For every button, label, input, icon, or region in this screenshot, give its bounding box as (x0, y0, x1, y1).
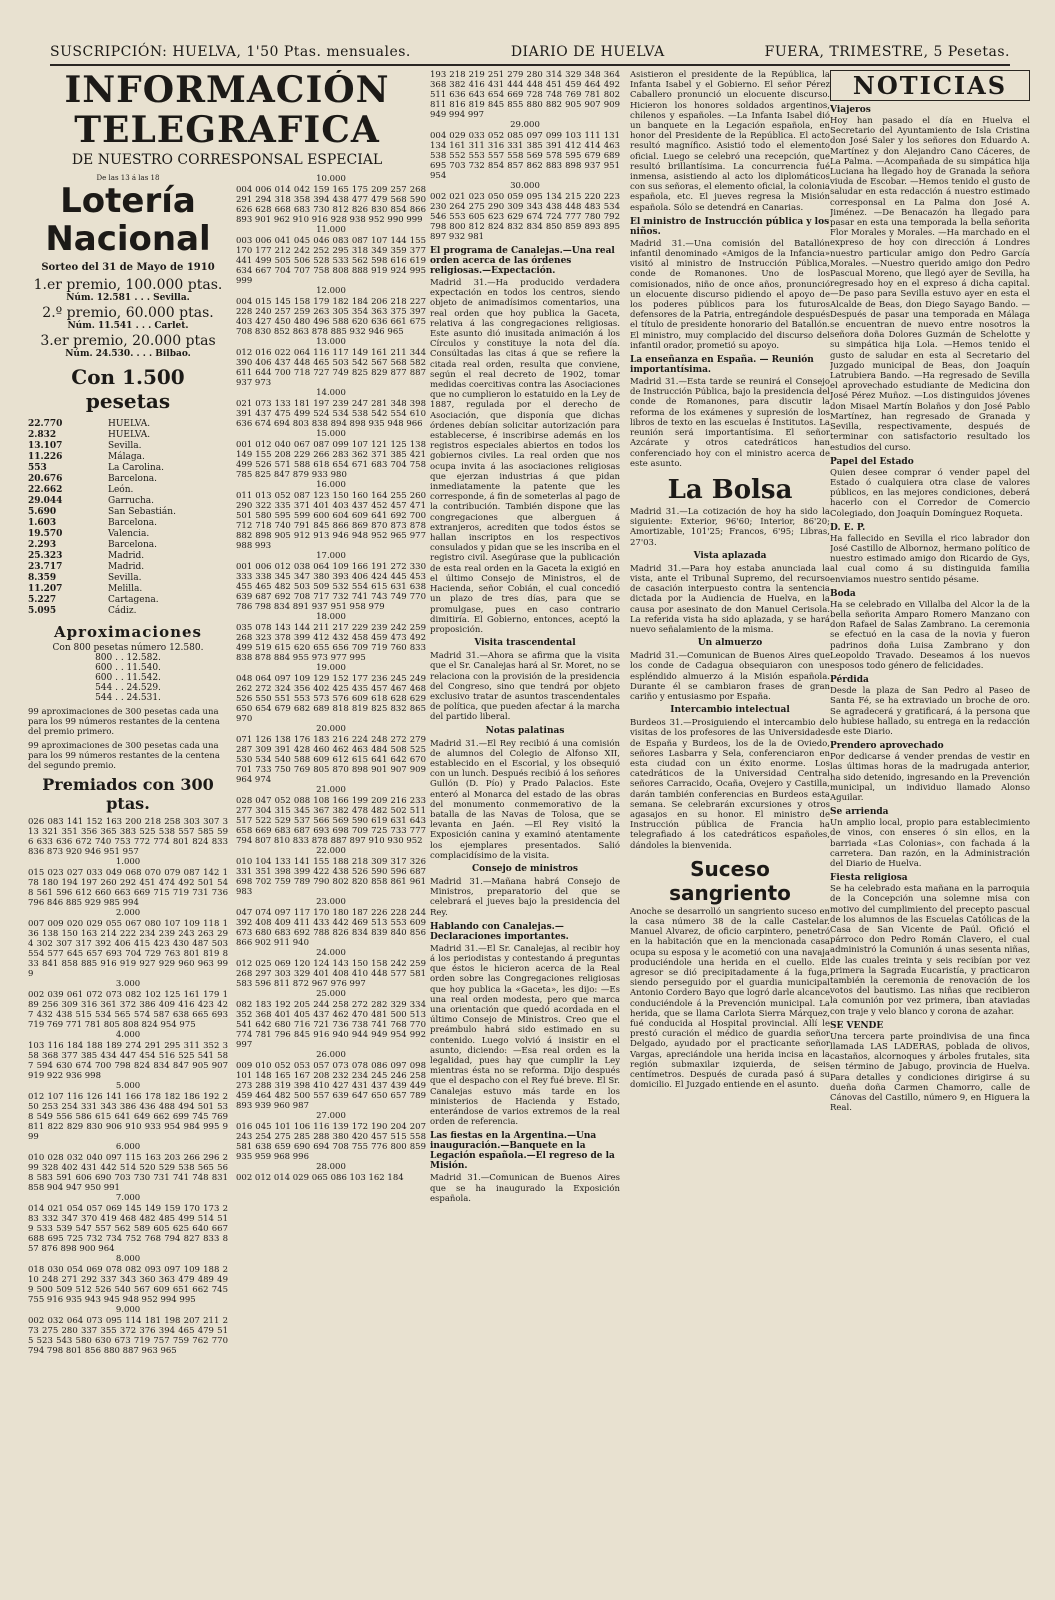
article-body: Madrid 31.—Para hoy estaba anunciada la vista, ante el Tribunal Supremo, del recurso de casación interpuesto contra la sentencia dictada por la Audiencia de Huelva, en la causa por asesinato de don Manuel Cerisola. La referida vista ha sido aplazada, y se hará nuevo señalamiento de la misma. (630, 563, 830, 635)
prize-number: 5.227 (28, 595, 57, 605)
prize-label: 1.er premio, 100.000 ptas. (33, 277, 223, 293)
prize-row (28, 496, 228, 507)
prize-number: 20.676 (28, 474, 63, 484)
article-body: Madrid 31.—Esta tarde se reunirá el Consejo de Instrucción Pública, bajo la presidencia del conde de Romanones, para discutir la reforma de los exámenes y supresión de los libros de texto en las escuelas é Institutos. La reunión será importantísima. El señor Azcárate y otros catedráticos han conferenciado hoy con el ministro acerca de este asunto. (630, 377, 830, 469)
thousand-header: 20.000 (316, 724, 346, 734)
number-block: 048 064 097 109 129 152 177 236 245 249 262 272 324 356 402 425 435 457 467 468 526 550 551 553 573 576 609 618 628 629 650 654 679 682 689 818 819 825 832 865 970 (236, 674, 426, 724)
prize-number: 22.662 (28, 485, 63, 495)
thousand-header: 14.000 (316, 388, 346, 398)
prize-city: Garrucha. (108, 496, 155, 506)
number-block: 082 183 192 205 244 258 272 282 329 334 352 368 401 405 437 462 470 481 500 513 541 642 680 716 721 736 738 741 768 770 774 781 796 845 916 940 944 949 954 992 997 (236, 1000, 426, 1050)
prize-city: Sevilla. (108, 441, 142, 451)
article-body: Asistieron el presidente de la República, la Infanta Isabel y el Gobierno. El señor Pérez Caballero pronunció un elocuente discurso. Hicieron los honores soldados argentinos, chilenos y españoles. —La Infanta Isabel dió un banquete en la Legación española, en honor del Presidente de la República. El acto resultó magnífico. Asistió todo el elemento oficial. Luego se celebró una recepción, que resultó brillantísima. La concurrencia fué inmensa, asistiendo al acto los diplomáticos con sus señoras, el elemento oficial, la colonia española, etc. El jueves regresa la Misión española. Sólo se detendrá en Canarias. (630, 70, 830, 213)
approximations-title: Aproximaciones (54, 623, 202, 641)
number-block: 103 116 184 188 189 274 291 295 311 352 358 368 377 385 434 447 454 516 525 541 587 594 630 674 700 798 824 834 847 905 907 919 922 936 998 (28, 1041, 228, 1081)
news-heading: Pérdida (830, 675, 869, 686)
prize-row (28, 584, 228, 595)
prize-city: San Sebastián. (108, 507, 176, 517)
number-block: 012 107 116 126 141 166 178 182 186 192 250 253 254 331 343 386 436 488 494 501 538 549 556 586 615 641 649 662 699 745 769 811 822 829 830 906 910 933 954 984 995 999 (28, 1092, 228, 1142)
number-block: 018 030 054 069 078 082 093 097 109 188 210 248 271 292 337 343 360 363 479 489 499 500 509 512 526 540 567 609 651 662 745 755 916 935 943 945 948 952 994 995 (28, 1265, 228, 1305)
thousand-header: 3.000 (115, 979, 141, 989)
approx-note-2: 99 aproximaciones de 300 pesetas cada una para los 99 números restantes de la centena del segundo premio. (28, 741, 220, 771)
approximations-head: Con 800 pesetas número 12.580. (52, 643, 204, 653)
prize-row (28, 606, 228, 617)
news-body: Por dedicarse á vender prendas de vestir en las últimas horas de la madrugada anterior, ha sido detenido, ingresando en la Prevención municipal, un individuo llamado Alonso Aguilar. (830, 752, 1030, 803)
number-block: 047 074 097 117 170 180 187 226 228 244 392 408 409 411 433 442 469 513 553 609 673 680 683 692 788 826 834 839 840 856 866 902 911 940 (236, 908, 426, 948)
prize-city: Barcelona. (108, 474, 157, 484)
news-heading: Se arrienda (830, 807, 889, 818)
prize-number: 23.717 (28, 562, 63, 572)
stock-exchange-title: La Bolsa (667, 474, 793, 505)
prize-list (28, 277, 228, 359)
number-block: 009 010 052 053 057 073 078 086 097 098 101 148 165 167 208 232 234 245 246 258 273 288 319 398 410 427 431 437 439 449 459 464 482 500 557 639 647 650 657 789 893 939 960 987 (236, 1061, 426, 1111)
news-body: Una tercera parte proindivisa de una finca llamada LAS LADERAS, poblada de olivos, castaños, alcornoques y árboles frutales, sita en término de Jabugo, provincia de Huelva. Para detalles y condiciones dirigirse á su dueña doña Carmen Chamorro, calle de Cánovas del Castillo, número 9, en Higuera la Real. (830, 1031, 1030, 1114)
draw-date: Sorteo del 31 de Mayo de 1910 (41, 262, 215, 273)
prize-number: 25.323 (28, 551, 63, 561)
number-block: 016 045 101 106 116 139 172 190 204 207 243 254 275 285 288 380 420 457 515 558 581 638 659 690 694 708 755 776 800 859 935 959 968 996 (236, 1122, 426, 1162)
thousand-header: 4.000 (115, 1030, 141, 1040)
prize-city: Cartagena. (108, 595, 159, 605)
prize-city: Barcelona. (108, 518, 157, 528)
news-body: Desde la plaza de San Pedro al Paseo de Santa Fé, se ha extraviado un broche de oro. Se agradecerá y gratificará, á la persona que lo hubiese hallado, su entrega en la redacción de este Diario. (830, 686, 1030, 737)
prize-row (28, 562, 228, 573)
number-block: 002 021 023 050 059 095 134 215 220 223 230 264 275 290 309 343 438 448 483 534 546 553 605 623 629 674 724 777 780 792 798 800 812 824 832 834 850 859 893 895 897 932 981 (430, 192, 620, 242)
number-block: 011 013 052 087 123 150 160 164 255 260 290 322 335 371 401 403 437 452 457 471 501 580 595 599 600 604 609 641 692 700 712 718 740 791 845 866 869 870 873 878 882 898 905 912 913 946 948 952 965 977 988 993 (236, 491, 426, 551)
number-block: 004 029 033 052 085 097 099 103 111 131 134 161 311 316 331 385 391 412 414 463 538 552 553 557 558 569 578 595 679 689 695 703 732 854 857 862 883 898 937 951 954 (430, 131, 620, 181)
number-blocks-continued (430, 70, 620, 242)
thousand-header: 6.000 (115, 1142, 141, 1152)
prize-number: 13.107 (28, 441, 63, 451)
news-body: Hoy han pasado el día en Huelva el Secretario del Ayuntamiento de Isla Cristina don José Saler y los señores don Eduardo A. Martínez y don Alejandro Cano Cáceres, de La Palma. —Acompañada de su simpática hija Luciana ha llegado hoy de Granada la señora viuda de Escobar. —Hemos tenido el gusto de saludar en esta redacción á nuestro estimado corresponsal en La Palma don José A. Jiménez. —De Benacazón ha llegado para pasar en esta una temporada la bella señorita Flor Morales y Morales. —Ha marchado en el expreso de hoy con dirección á Londres nuestro particular amigo don Pedro García Morales. —Nuestro querido amigo don Pedro Pascual Moreno, que llegó ayer de Sevilla, ha regresado hoy en el expreso á dicha capital. —De paso para Sevilla estuvo ayer en esta el Alcalde de Beas, don Diego Sayago Bando. —Después de pasar una temporada en Málaga se encuentran de nuevo entre nosotros la señora doña Dolores Guzmán de Schelotte y su simpática hija Lola. —Hemos tenido el gusto de saludar en esta al Secretario del Juzgado municipal de Beas, don Joaquín Latrubiera Bando. —Ha regresado de Sevilla el aprovechado estudiante de Medicina don José Pérez Muñoz. —Los distinguidos jóvenes don Misael Martín Bolaños y don José Pablo Martínez, han regresado de Granada y Sevilla, respectivamente, después de terminar con satisfactorio resultado los estudios del curso. (830, 116, 1030, 453)
prize-city: HUELVA. (108, 419, 151, 429)
prize-city: Madrid. (108, 562, 145, 572)
news-body: Se ha celebrado esta mañana en la parroquia de la Concepción una solemne misa con motivo del cumplimiento del precepto pascual de los alumnos de las Escuelas Católicas de la Casa de San Vicente de Paúl. Ofició el párroco don Pedro Román Clavero, el cual administró la Comunión á unas sesenta niñas, de las cuales treinta y seis recibían por vez primera la Sagrada Eucaristía, y practicaron también la ceremonia de renovación de los votos del bautismo. Las niñas que recibieron la comunión por vez primera, iban ataviadas con traje y velo blanco y corona de azahar. (830, 884, 1030, 1017)
hours-note: De las 13 á las 18 (96, 174, 160, 182)
telegraph-column (28, 70, 426, 1356)
news-heading: Papel del Estado (830, 456, 914, 467)
prize-city: Melilla. (108, 584, 143, 594)
prize-row (28, 441, 228, 452)
thousand-header: 5.000 (115, 1081, 141, 1091)
section-title: INFORMACIÓN TELEGRAFICA (64, 70, 390, 151)
noticias-sections (830, 105, 1030, 1113)
number-block: 071 126 138 176 183 216 224 248 272 279 287 309 391 428 460 462 463 484 508 525 530 534 540 588 609 612 615 641 642 670 701 733 750 769 805 870 898 901 907 909 964 974 (236, 735, 426, 785)
article-heading: Intercambio intelectual (670, 705, 790, 716)
prize-city: Málaga. (108, 452, 145, 462)
number-block: 193 218 219 251 279 280 314 329 348 364 368 382 416 431 444 448 451 459 464 492 511 636 643 654 669 728 748 769 781 802 811 816 819 845 855 880 882 905 907 909 949 994 997 (430, 70, 620, 120)
prize-number: 29.044 (28, 496, 63, 506)
prize-row (28, 551, 228, 562)
crime-title: Suceso sangriento (669, 856, 791, 905)
thousand-header: 11.000 (316, 225, 346, 235)
number-block: 001 006 012 038 064 109 166 191 272 330 333 338 345 347 380 393 406 424 445 453 455 465 482 503 509 532 554 615 631 638 639 687 692 708 717 732 741 743 749 770 786 798 834 891 937 951 958 979 (236, 562, 426, 612)
prize-number: Núm. 24.530. . . . Bilbao. (65, 349, 191, 359)
number-block: 002 039 061 072 073 082 102 125 161 179 189 256 309 316 361 372 386 409 416 423 427 432 438 515 534 565 574 587 638 665 693 719 769 771 781 805 808 824 954 975 (28, 990, 228, 1030)
article-body: Madrid 31.—Una comisión del Batallón infantil denominado «Amigos de la Infancia» visitó al ministro de Instrucción Pública, conde de Romanones. Uno de los comisionados, niño de once años, pronunció un elocuente discurso pidiendo el apoyo de los poderes públicos para los futuros defensores de la Patria, entregándole después el título de presidente honorario del Batallón. El ministro, muy complacido del discurso del infantil orador, prometió su apoyo. (630, 238, 830, 351)
approx-item: 600 . . 11.542. (95, 673, 161, 683)
thousand-header: 17.000 (316, 551, 346, 561)
news-column-4 (630, 70, 830, 1090)
prize-number: 553 (28, 463, 47, 473)
article-body: Madrid 31.—El Rey recibió á una comisión de alumnos del Colegio de Alfonso XII, establecido en el Escorial, y los obsequió con un lunch. Después recibió á los señores Gullón (D. Pío) y Prado Palacios. Este enteró al Monarca del estado de las obras del monumento conmemorativo de la batalla de las Navas de Tolosa, que se levanta en Jaén. —El Rey visitó la Exposición canina y examinó atentamente los ejemplares presentados. Salió complacidísimo de la visita. (430, 738, 620, 861)
prize-number: 5.095 (28, 606, 57, 616)
prize-number: 8.359 (28, 573, 57, 583)
article-body: Madrid 31.—Ahora se afirma que la visita que el Sr. Canalejas hará al Sr. Moret, no se relaciona con la provisión de la presidencia del Congreso, sino que tendrá por objeto exclusivo tratar de asuntos trascendentales de política, que pueden afectar á la marcha del partido liberal. (430, 651, 620, 723)
approx-item: 544 . . 24.531. (95, 693, 161, 703)
thousand-header: 16.000 (316, 480, 346, 490)
prize-label: 3.er premio, 20.000 ptas (40, 333, 216, 349)
approx-note-1: 99 aproximaciones de 300 pesetas cada una para los 99 números restantes de la centena del premio primero. (28, 707, 220, 737)
article-body: Madrid 31.—Comunican de Buenos Aires que se ha inaugurado la Exposición española. (430, 1173, 620, 1204)
number-block: 003 006 041 045 046 083 087 107 144 155 170 177 212 242 252 295 318 349 359 377 441 499 505 506 528 533 562 598 616 619 634 667 704 707 758 808 888 919 924 995 999 (236, 236, 426, 286)
prize-city: Cádiz. (108, 606, 137, 616)
article-body: Burdeos 31.—Prosiguiendo el intercambio de visitas de los profesores de las Universidades de España y Burdeos, los de la de Oviedo, señores Lasbarra y Sela, conferenciaron en esta ciudad con un éxito enorme. Los catedráticos de la Universidad Central señores Carracido, Ocaña, Ovejero y Castilla, darán también conferencias en Burdeos esta semana. Se celebrarán excursiones y otros agasajos en su honor. El ministro de Instrucción pública de Francia ha telegrafiado á los catedráticos españoles, dándoles la bienvenida. (630, 718, 830, 851)
thousand-header: 28.000 (316, 1162, 346, 1172)
news-heading: Prendero aprovechado (830, 741, 944, 752)
thousand-header: 18.000 (316, 612, 346, 622)
article-heading: El programa de Canalejas.—Una real orden acerca de las órdenes religiosas.—Expectación. (430, 246, 615, 276)
prize-city: Sevilla. (108, 573, 142, 583)
thousand-header: 19.000 (316, 663, 346, 673)
prize-1500-title: Con 1.500 pesetas (71, 365, 185, 413)
thousand-header: 10.000 (316, 174, 346, 184)
prize-row (28, 595, 228, 606)
prize-300-blocks-left (28, 817, 228, 1356)
article-heading: El ministro de Instrucción pública y los niños. (630, 216, 830, 237)
thousand-header: 21.000 (316, 785, 346, 795)
thousand-header: 24.000 (316, 948, 346, 958)
prize-row (28, 430, 228, 441)
lottery-title: Lotería Nacional (45, 181, 211, 259)
prize-row (28, 540, 228, 551)
thousand-header: 1.000 (115, 857, 141, 867)
newspaper-name: DIARIO DE HUELVA (510, 44, 665, 60)
stock-exchange-body: Madrid 31.—La cotización de hoy ha sido la siguiente: Exterior, 96'60; Interior, 86'20; Amortizable, 101'25; Francos, 6'95; Libras, 27'03. (630, 506, 830, 548)
prize-city: Barcelona. (108, 540, 157, 550)
prize-city: Madrid. (108, 551, 145, 561)
thousand-header: 30.000 (510, 181, 540, 191)
thousand-header: 8.000 (115, 1254, 141, 1264)
number-block: 015 023 027 033 049 068 070 079 087 142 178 180 194 197 260 292 451 474 492 501 548 561 596 612 660 663 669 715 719 731 736 796 846 885 929 985 994 (28, 868, 228, 908)
article-body: Madrid 31.—El Sr. Canalejas, al recibir hoy á los periodistas y contestando á preguntas que éstos le hicieron acerca de la Real orden sobre las Congregaciones religiosas que hoy publica la «Gaceta», les dijo: —Es una real orden modesta, pero que marca una orientación que quedó acordada en el último Consejo de Ministros. Creo que el preámbulo habrá sido estimado en su contenido. Luego volvió á insistir en el asunto, diciendo: —Esa real orden es la legalidad, pues hay que cumplir la Ley mientras ésta no se reforma. Dijo después que el despacho con el Rey fué breve. El Sr. Canalejas estuvo más tarde en los ministerios de Hacienda y Estado, enterándose de varios extremos de la real orden de referencia. (430, 943, 620, 1128)
prize-300-title: Premiados con 300 ptas. (42, 775, 214, 813)
prize-row (28, 573, 228, 584)
number-block: 021 073 133 181 197 239 247 281 348 398 391 437 475 499 524 534 538 542 554 610 636 674 694 803 838 894 898 935 948 966 (236, 399, 426, 429)
prize-number: 2.293 (28, 540, 57, 550)
thousand-header: 13.000 (316, 337, 346, 347)
prize-row (28, 518, 228, 529)
article-body: Madrid 31.—Comunican de Buenos Aires que los conde de Cadagua obsequiaron con un espléndido almuerzo á la Misión española. Durante él se cambiaron frases de gran cariño y entusiasmo por España. (630, 651, 830, 702)
masthead (50, 40, 1010, 66)
thousand-header: 26.000 (316, 1050, 346, 1060)
prize-number: Núm. 11.541 . . . Carlet. (67, 321, 189, 331)
news-heading: Viajeros (830, 105, 871, 115)
prize-row (28, 419, 228, 430)
prize-city: Valencia. (108, 529, 150, 539)
prize-city: La Carolina. (108, 463, 164, 473)
news-heading: Boda (830, 588, 856, 599)
prize-number: 1.603 (28, 518, 57, 528)
prize-300-blocks-right (236, 174, 426, 1356)
article-heading: Consejo de ministros (472, 863, 578, 874)
article-heading: Visita trascendental (474, 638, 576, 649)
thousand-header: 12.000 (316, 286, 346, 296)
number-block: 001 012 040 067 087 099 107 121 125 138 149 155 208 229 266 283 362 371 385 421 499 526 571 588 618 654 671 683 704 758 785 825 847 879 933 980 (236, 440, 426, 480)
number-block: 007 009 020 029 055 067 080 107 109 118 136 138 150 163 214 222 234 239 243 263 294 302 307 317 392 406 415 423 430 487 503 554 577 645 657 693 704 729 763 801 819 833 841 858 885 916 919 927 929 960 963 999 (28, 919, 228, 979)
thousand-header: 22.000 (316, 846, 346, 856)
prize-number: Núm. 12.581 . . . Sevilla. (66, 293, 190, 303)
article-heading: Vista aplazada (693, 550, 767, 561)
news-heading: SE VENDE (830, 1020, 884, 1031)
prize-1500-list (28, 419, 228, 617)
number-block: 002 032 064 073 095 114 181 198 207 211 273 275 280 337 355 372 376 394 465 479 515 523 543 580 630 673 719 757 759 762 770 794 798 801 856 880 887 963 965 (28, 1316, 228, 1356)
number-block: 004 006 014 042 159 165 175 209 257 268 291 294 318 358 394 438 477 479 568 590 626 628 668 683 730 812 826 830 854 866 893 901 962 910 916 928 938 952 990 999 (236, 185, 426, 225)
approx-item: 800 . . 12.582. (95, 653, 161, 663)
subscription-local: SUSCRIPCIÓN: HUELVA, 1'50 Ptas. mensuales. (50, 44, 411, 60)
prize-number: 5.690 (28, 507, 57, 517)
number-block: 026 083 141 152 163 200 218 258 303 307 313 321 351 356 365 383 525 538 557 585 596 633 636 672 740 753 772 774 801 824 833 836 873 920 946 951 957 (28, 817, 228, 857)
article-body: Madrid 31.—Mañana habrá Consejo de Ministros, preparatorio del que se celebrará el jueves bajo la presidencia del Rey. (430, 876, 620, 918)
prize-row (28, 463, 228, 474)
noticias-title: NOTICIAS (830, 70, 1030, 101)
thousand-header: 29.000 (510, 120, 540, 130)
article-heading: Hablando con Canalejas.—Declaraciones importantes. (430, 921, 569, 942)
news-column-3 (430, 70, 620, 1204)
thousand-header: 25.000 (316, 989, 346, 999)
section-subtitle: DE NUESTRO CORRESPONSAL ESPECIAL (71, 152, 383, 168)
number-block: 010 104 133 141 155 188 218 309 317 326 331 351 398 399 422 438 526 590 596 687 698 702 759 789 790 802 820 858 861 961 983 (236, 857, 426, 897)
approximations-list (28, 653, 228, 703)
prize-number: 19.570 (28, 529, 63, 539)
news-body: Ha fallecido en Sevilla el rico labrador don José Castillo de Albornoz, hermano político de nuestro estimado amigo don Ricardo de Gys, al cual como á su distinguida familia enviamos nuestro sentido pésame. (830, 533, 1030, 585)
prize-row (28, 474, 228, 485)
approx-item: 544 . . 24.529. (95, 683, 161, 693)
article-heading: Las fiestas en la Argentina.—Una inauguración.—Banquete en la Legación española.—El regreso de la Misión. (430, 1131, 615, 1172)
number-block: 012 016 022 064 116 117 149 161 211 344 390 406 437 448 465 503 542 567 568 582 611 644 700 718 727 749 825 829 877 887 937 973 (236, 348, 426, 388)
news-body: Ha se celebrado en Villalba del Alcor la de la bella señorita Amparo Romero Manzano con don Rafael de Salas Zambrano. La ceremonia se efectuó en la casa de la novia y fueron padrinos doña Luisa Zambrano y don Leopoldo Travado. Deseamos á los nuevos esposos todo género de felicidades. (830, 599, 1030, 671)
prize-number: 2.832 (28, 430, 57, 440)
prize-row (28, 507, 228, 518)
number-block: 012 025 069 120 124 143 150 158 242 259 268 297 303 329 401 408 410 448 577 581 583 596 811 872 967 976 997 (236, 959, 426, 989)
approx-item: 600 . . 11.540. (95, 663, 161, 673)
crime-body: Anoche se desarrolló un sangriento suceso en la casa número 38 de la calle Castelar. Manuel Alvarez, de oficio carpintero, penetró en la habitación que en la mencionada casa ocupa su esposa y le acometió con una navaja produciéndole una herida en el cuello. El agresor se dió precipitadamente á la fuga, siendo perseguido por el guardia municipal Antonio Cordero Bayo que logró darle alcance conduciéndole á la Prevención municipal. La herida, que se llama Carlota Sierra Márquez, fué conducida al Hospital provincial. Allí le prestó curación el médico de guardia señor Delgado, ayudado por el practicante señor Vargas, apreciándole una herida incisa en la región submaxilar izquierda, de seis centímetros. Después de curada pasó á su domicilio. El Juzgado entiende en el asunto. (630, 906, 830, 1091)
thousand-header: 27.000 (316, 1111, 346, 1121)
article-heading: Notas palatinas (485, 725, 565, 736)
prize-number: 11.226 (28, 452, 63, 462)
article-heading: La enseñanza en España. — Reunión importantísima. (630, 355, 814, 376)
prize-city: HUELVA. (108, 430, 151, 440)
prize-number: 11.207 (28, 584, 63, 594)
prize-label: 2.º premio, 60.000 ptas. (42, 305, 214, 321)
number-block: 002 012 014 029 065 086 103 162 184 (236, 1173, 404, 1183)
thousand-header: 2.000 (115, 908, 141, 918)
prize-row (28, 529, 228, 540)
prize-number: 22.770 (28, 419, 63, 429)
number-block: 035 078 143 144 211 217 229 239 242 259 268 323 378 399 412 432 458 459 473 492 499 519 615 620 655 656 709 719 760 833 838 878 884 955 973 977 995 (236, 623, 426, 663)
news-body: Quien desee comprar ó vender papel del Estado ó cualquiera otra clase de valores públicos, en las mejores condiciones, deberá hacerlo con el Corredor de Comercio Colegiado, don Joaquín Domínguez Roqueta. (830, 467, 1030, 519)
number-block: 004 015 145 158 179 182 184 206 218 227 228 240 257 259 263 305 354 363 375 397 403 427 450 480 496 588 620 636 661 675 708 830 852 863 878 885 932 946 965 (236, 297, 426, 337)
prize-row (28, 485, 228, 496)
news-column-5 (830, 70, 1030, 1113)
prize-row (28, 452, 228, 463)
thousand-header: 15.000 (316, 429, 346, 439)
news-body: Un amplio local, propio para establecimiento de vinos, con enseres ó sin ellos, en la barriada «Las Colonias», con fachada á la carretera. Dan razón, en la Administración del Diario de Huelva. (830, 818, 1030, 869)
thousand-header: 7.000 (115, 1193, 141, 1203)
prize-city: León. (108, 485, 134, 495)
article-body: Madrid 31.—Ha producido verdadera expectación en todos los centros, siendo objeto de animadísimos comentarios, una real orden que hoy publica la Gaceta, relativa á las congregaciones religiosas. Este asunto dió inusitada animación á los Círculos y constituye la nota del día. Consúltadas las citas á que se refiere la citada real orden, resulta que conviene, según el real decreto de 1902, tomar medidas coercitivas contra las Asociaciones que no cumplieron lo estatuido en la Ley de 1887, regulada por el derecho de Asociación, que disponía que dichas órdenes debían solicitar autorización para establecerse, é inscribirse además en los registros especiales abiertos en todos los gobiernos civiles. La real orden que nos ocupa invita á las asociaciones religiosas que ejerzan industrias á que pidan inmediatamente la patente que les corresponde, á fin de someterlas al pago de la contribución. También dispone que las congregaciones que alberguen á extranjeros, acrediten que todos éstos se hallan inscriptos en los respectivos consulados y pidan que se les inscriba en el registro civil. Asegúrase que la publicación de esta real orden en la Gaceta la exigió en el último Consejo de Ministros, el de Hacienda, señor Cobián, el cual concedió un plazo de tres días, para que se promulgase, pues en caso contrario dimitiría. El Gobierno, entonces, aceptó la proposición. (430, 278, 620, 635)
subscription-outside: FUERA, TRIMESTRE, 5 Pesetas. (764, 44, 1010, 60)
article-heading: Un almuerzo (697, 638, 763, 649)
number-block: 014 021 054 057 069 145 149 159 170 173 283 332 347 370 419 468 482 485 499 514 519 533 539 547 557 562 589 605 625 640 667 688 695 725 732 734 752 768 794 827 833 857 876 898 900 964 (28, 1204, 228, 1254)
thousand-header: 23.000 (316, 897, 346, 907)
lottery-left (28, 174, 228, 1356)
news-heading: D. E. P. (830, 522, 866, 533)
number-block: 010 028 032 040 097 115 163 203 266 296 299 328 402 431 442 514 520 529 538 565 568 583 591 606 690 703 730 731 741 748 831 858 904 947 950 991 (28, 1153, 228, 1193)
news-heading: Fiesta religiosa (830, 873, 908, 884)
number-block: 028 047 052 088 108 166 199 209 216 233 277 304 315 345 367 382 478 482 502 511 517 522 529 537 566 569 590 619 631 643 658 669 683 687 693 698 709 725 733 777 794 807 810 833 878 887 897 910 930 952 (236, 796, 426, 846)
thousand-header: 9.000 (115, 1305, 141, 1315)
